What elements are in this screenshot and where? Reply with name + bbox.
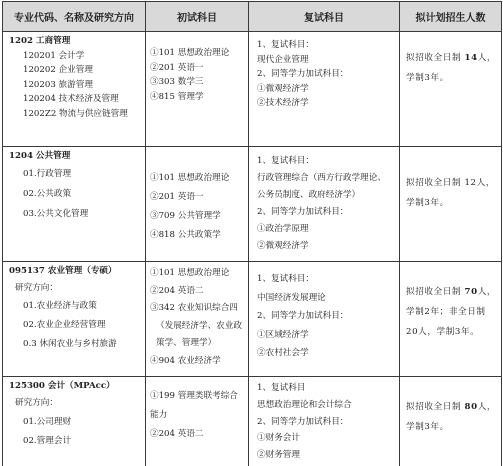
retest-line: 2、同等学力加试科目：	[257, 207, 349, 217]
retest-line: 1、复试科目	[257, 383, 306, 393]
quota-post: 人，学制3年。	[406, 53, 497, 83]
major-line: 120204 技术经济及管理	[23, 94, 119, 105]
quota-number: 70	[464, 287, 478, 297]
exam-line: ①101 思想政治理论	[150, 268, 230, 278]
exam-line: ②204 英语二	[150, 429, 204, 439]
retest-cell	[249, 147, 400, 262]
retest-line: 思想政治理论和会计综合	[257, 399, 352, 410]
major-title: 1204 公共管理	[9, 151, 71, 161]
retest-line: ①区域经济学	[257, 329, 309, 340]
exam-line: ④904 农业经济学	[150, 355, 221, 366]
header-retest: 复试科目	[249, 2, 400, 32]
major-line: 120203 旅游管理	[23, 79, 93, 90]
major-cell	[3, 32, 146, 147]
quota-number: 14	[464, 53, 478, 63]
retest-line: 1、复试科目：	[257, 156, 315, 166]
quota-cell	[400, 262, 502, 377]
major-cell	[3, 377, 146, 466]
major-line: 02.管理会计	[23, 435, 72, 446]
quota-cell	[400, 377, 502, 466]
exam-line: ③303 数学三	[150, 77, 204, 88]
major-line: 01.行政管理	[23, 168, 72, 179]
exam-line: ③342 农业知识综合四	[150, 303, 238, 313]
header-row	[3, 2, 502, 32]
exam-line: 策学、管理学）	[156, 338, 217, 348]
major-title: 125300 会计（MPAcc）	[9, 381, 115, 391]
quota-pre: 拟招收全日制	[406, 53, 462, 63]
exam-line: ③709 公共管理学	[150, 211, 221, 221]
major-line: 02.农业企业经营管理	[23, 319, 106, 330]
retest-line: 中国经济发展理论	[257, 292, 326, 303]
quota-cell	[400, 32, 502, 147]
exam-cell	[146, 32, 249, 147]
exam-cell	[146, 262, 249, 377]
major-line: 01.农业经济与政策	[23, 300, 97, 311]
header-major: 专业代码、名称及研究方向	[3, 2, 146, 32]
quota-pre: 拟招收全日制	[406, 402, 462, 412]
table-row	[3, 32, 502, 147]
major-title: 1202 工商管理	[9, 36, 71, 46]
major-line: 研究方向：	[15, 397, 58, 408]
major-line: 研究方向：	[15, 282, 58, 293]
exam-cell	[146, 377, 249, 466]
retest-line: 行政管理综合（西方行政学理论、	[257, 173, 386, 183]
quota-text	[406, 48, 497, 88]
retest-line: ②微观经济学	[257, 241, 309, 251]
major-line: 120201 会计学	[23, 50, 85, 61]
quota-cell	[400, 147, 502, 262]
major-line: 1202Z2 物流与供应链管理	[23, 108, 128, 119]
exam-line: （发展经济学、农业政	[156, 320, 242, 331]
retest-line: 1、复试科目：	[257, 40, 315, 50]
exam-line: ④818 公共政策学	[150, 230, 221, 240]
exam-line: ②201 英语一	[150, 62, 204, 73]
quota-number: 80	[464, 402, 478, 412]
header-quota: 拟计划招生人数	[400, 2, 502, 32]
major-line: 02.公共政策	[23, 188, 72, 199]
retest-line: 2、同等学力加试科目：	[257, 311, 349, 321]
exam-line: ④815 管理学	[150, 91, 204, 102]
retest-line: ②技术经济学	[257, 98, 309, 109]
quota-post: 人，学制3年。	[406, 402, 497, 432]
retest-line: 现代企业管理	[257, 54, 309, 65]
exam-line: 能力	[150, 410, 168, 420]
retest-line: ②农村社会学	[257, 348, 309, 358]
retest-line: ①政治学原理	[257, 224, 309, 234]
exam-line: ②201 英语一	[150, 192, 204, 202]
retest-line: 2、同等学力加试科目：	[257, 416, 349, 427]
retest-cell	[249, 32, 400, 147]
table-row	[3, 262, 502, 377]
major-line: 03.公共文化管理	[23, 208, 89, 219]
quota-pre: 拟招收全日制	[406, 287, 462, 297]
quota-pre: 拟招收全日制 12	[406, 178, 477, 188]
major-cell	[3, 147, 146, 262]
retest-line: ①财务会计	[257, 433, 300, 444]
exam-cell	[146, 147, 249, 262]
exam-line: ②204 英语二	[150, 285, 204, 296]
quota-text	[406, 397, 497, 437]
retest-line: 公务员制度、政府经济学）	[257, 190, 361, 200]
quota-text	[406, 173, 497, 213]
retest-line: 2、同等学力加试科目：	[257, 69, 349, 80]
retest-line: ①微观经济学	[257, 83, 309, 94]
major-title: 095137 农业管理（专硕）	[9, 266, 117, 276]
quota-post: 人，学制2年；非全日制20人，学制3年。	[406, 287, 497, 337]
quota-text	[406, 282, 497, 342]
retest-cell	[249, 262, 400, 377]
exam-line: ①101 思想政治理论	[150, 173, 230, 183]
header-initial-exam: 初试科目	[146, 2, 249, 32]
quota-post: 人，学制3年。	[406, 178, 496, 208]
major-line: 0.3 休闲农业与乡村旅游	[23, 338, 117, 349]
table-row	[3, 147, 502, 262]
table-row	[3, 377, 502, 466]
exam-line: ①101 思想政治理论	[150, 48, 230, 58]
retest-cell	[249, 377, 400, 466]
exam-line: ①199 管理类联考综合	[150, 391, 238, 401]
admissions-table	[2, 1, 502, 466]
retest-line: 1、复试科目：	[257, 274, 315, 284]
retest-line: ②财务管理	[257, 450, 300, 461]
major-line: 01.公司理财	[23, 416, 72, 427]
major-cell	[3, 262, 146, 377]
major-line: 120202 企业管理	[23, 65, 93, 76]
